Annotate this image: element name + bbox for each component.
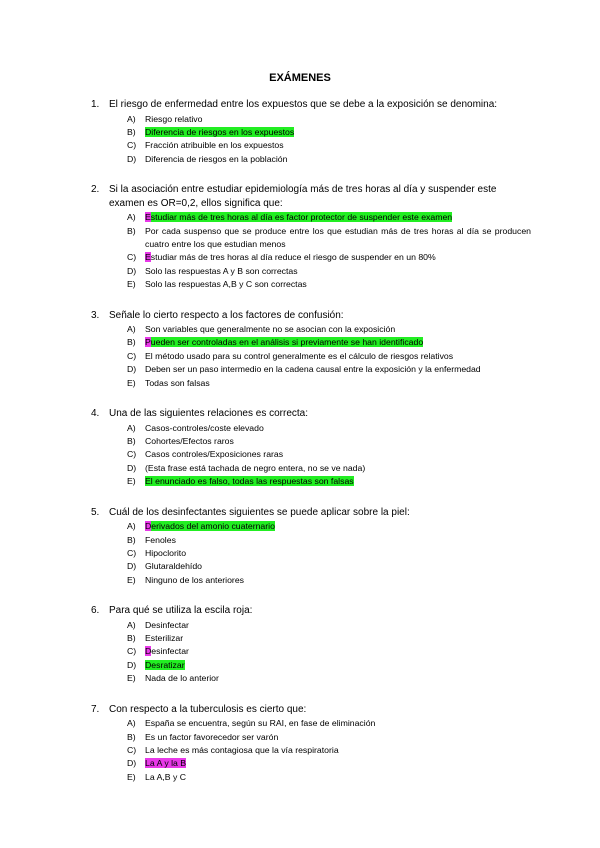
answer-text: España se encuentra, según su RAI, en fase de eliminación xyxy=(145,718,376,729)
question-number: 4. xyxy=(91,408,100,420)
option-list xyxy=(127,520,531,587)
answer-text: Fracción atribuible en los expuestos xyxy=(145,140,284,151)
answer-text: Nada de lo anterior xyxy=(145,673,219,684)
highlighted-answer xyxy=(145,212,452,222)
answer-text: La leche es más contagiosa que la vía respiratoria xyxy=(145,745,339,755)
option-text xyxy=(145,717,531,730)
option-text xyxy=(145,336,531,349)
answer-remainder: esinfectar xyxy=(151,646,189,657)
option-letter: B) xyxy=(127,337,136,348)
option-letter: B) xyxy=(127,731,136,742)
marked-first-letter: D xyxy=(145,521,152,532)
option-item xyxy=(127,731,531,744)
option-letter: E) xyxy=(127,279,136,290)
answer-text: Hipoclorito xyxy=(145,547,187,558)
option-text xyxy=(145,211,531,224)
question-text: Para qué se utiliza la escila roja: xyxy=(109,605,253,617)
option-text xyxy=(145,632,531,645)
option-item xyxy=(127,113,531,126)
question-text: Si la asociación entre estudiar epidemiología más de tres horas al día y suspender este examen es OR=0,2, ellos significa que: xyxy=(109,184,497,209)
option-item xyxy=(127,278,531,291)
highlighted-answer: La A y la B xyxy=(145,758,187,769)
option-letter: A) xyxy=(127,521,136,532)
answer-text: El método usado para su control generalmente es el cálculo de riesgos relativos xyxy=(145,350,454,361)
option-letter: D) xyxy=(127,364,137,375)
question-4 xyxy=(91,407,531,489)
answer-text: Solo las respuestas A y B son correctas xyxy=(145,265,298,276)
question-number: 7. xyxy=(91,703,100,715)
option-letter: A) xyxy=(127,324,136,335)
option-letter: C) xyxy=(127,646,137,657)
answer-text: Es un factor favorecedor ser varón xyxy=(145,731,279,742)
option-item xyxy=(127,251,531,264)
option-text xyxy=(145,520,531,533)
answer-text: Deben ser un paso intermedio en la cadena causal entre la exposición y la enfermedad xyxy=(145,364,481,375)
option-letter: A) xyxy=(127,212,136,223)
option-text xyxy=(145,251,531,264)
question-text: Una de las siguientes relaciones es correcta: xyxy=(109,408,308,420)
option-text xyxy=(145,350,531,363)
answer-text: (Esta frase está tachada de negro entera, no se ve nada) xyxy=(145,462,366,473)
option-text xyxy=(145,547,531,560)
option-text xyxy=(145,422,531,435)
highlighted-answer: Desratizar xyxy=(145,659,185,670)
option-item xyxy=(127,534,531,547)
answer-remainder: erivados del amonio cuaternario xyxy=(151,521,275,532)
answer-text: Por cada suspenso que se produce entre los que estudian más de tres horas al día se producen cuatro entre los que estudian menos xyxy=(145,225,531,249)
option-letter: D) xyxy=(127,462,137,473)
answer-text: Diferencia de riesgos en la población xyxy=(145,153,288,164)
option-text xyxy=(145,363,531,376)
option-letter: D) xyxy=(127,153,137,164)
answer-text: Todas son falsas xyxy=(145,377,210,388)
option-letter: A) xyxy=(127,422,136,433)
highlighted-answer: El enunciado es falso, todas las respuestas son falsas xyxy=(145,476,354,487)
option-item xyxy=(127,139,531,152)
question-text: Con respecto a la tuberculosis es cierto que: xyxy=(109,703,307,715)
option-letter: A) xyxy=(127,718,136,729)
question-7 xyxy=(91,703,531,785)
option-item xyxy=(127,126,531,139)
option-item xyxy=(127,153,531,166)
option-item xyxy=(127,211,531,224)
option-item xyxy=(127,757,531,770)
option-text xyxy=(145,560,531,573)
option-item xyxy=(127,225,531,252)
option-item xyxy=(127,645,531,658)
question-5 xyxy=(91,506,531,588)
option-text xyxy=(145,126,531,139)
option-text xyxy=(145,225,531,252)
option-letter: D) xyxy=(127,561,137,572)
option-item xyxy=(127,744,531,757)
answer-remainder: ueden ser controladas en el análisis si previamente se han identificado xyxy=(150,337,424,348)
option-letter: C) xyxy=(127,140,137,151)
option-text xyxy=(145,377,531,390)
answer-text: Cohortes/Efectos raros xyxy=(145,436,234,446)
option-list xyxy=(127,717,531,784)
option-letter: E) xyxy=(127,673,136,684)
option-item xyxy=(127,422,531,435)
option-list xyxy=(127,323,531,390)
option-letter: D) xyxy=(127,265,137,276)
answer-text: Casos-controles/coste elevado xyxy=(145,422,264,433)
option-letter: C) xyxy=(127,350,137,361)
option-text xyxy=(145,574,531,587)
option-letter: E) xyxy=(127,476,136,487)
option-text xyxy=(145,645,531,658)
question-stem xyxy=(91,604,531,618)
option-letter: B) xyxy=(127,633,136,644)
option-text xyxy=(145,619,531,632)
option-list xyxy=(127,619,531,686)
option-item xyxy=(127,672,531,685)
option-item xyxy=(127,448,531,461)
question-number: 2. xyxy=(91,184,100,196)
option-text xyxy=(145,113,531,126)
option-list xyxy=(127,113,531,167)
answer-text: Esterilizar xyxy=(145,633,184,644)
question-stem xyxy=(91,703,531,717)
option-letter: A) xyxy=(127,619,136,630)
option-item xyxy=(127,771,531,784)
option-text xyxy=(145,672,531,685)
question-stem xyxy=(91,183,531,210)
option-letter: E) xyxy=(127,574,136,585)
answer-text xyxy=(145,646,189,656)
marked-first-letter: P xyxy=(145,337,151,348)
option-letter: B) xyxy=(127,225,136,236)
option-item xyxy=(127,619,531,632)
option-text xyxy=(145,534,531,547)
option-text xyxy=(145,757,531,770)
question-list xyxy=(91,98,531,801)
answer-text: Fenoles xyxy=(145,534,176,545)
option-text xyxy=(145,659,531,672)
question-number: 3. xyxy=(91,309,100,321)
page-title: EXÁMENES xyxy=(269,72,331,84)
option-item xyxy=(127,520,531,533)
option-letter: C) xyxy=(127,252,137,263)
option-letter: D) xyxy=(127,758,137,769)
option-text xyxy=(145,771,531,784)
option-text xyxy=(145,462,531,475)
marked-first-letter: D xyxy=(145,646,152,657)
option-item xyxy=(127,717,531,730)
question-stem xyxy=(91,506,531,520)
option-item xyxy=(127,350,531,363)
option-letter: C) xyxy=(127,547,137,558)
question-number: 1. xyxy=(91,99,100,110)
question-stem xyxy=(91,407,531,421)
answer-text: Son variables que generalmente no se asocian con la exposición xyxy=(145,324,396,335)
marked-first-letter: E xyxy=(145,212,151,223)
answer-text xyxy=(145,252,436,262)
option-text xyxy=(145,448,531,461)
answer-remainder: studiar más de tres horas al día es factor protector de suspender este examen xyxy=(150,212,453,223)
answer-text: Desinfectar xyxy=(145,619,189,630)
option-letter: C) xyxy=(127,449,137,460)
question-1 xyxy=(91,98,531,166)
option-list xyxy=(127,211,531,291)
option-item xyxy=(127,265,531,278)
answer-text: Solo las respuestas A,B y C son correctas xyxy=(145,279,307,290)
option-text xyxy=(145,278,531,291)
option-letter: D) xyxy=(127,659,137,670)
question-stem xyxy=(91,309,531,323)
option-item xyxy=(127,475,531,488)
question-text: Señale lo cierto respecto a los factores de confusión: xyxy=(109,309,344,321)
question-3 xyxy=(91,309,531,391)
answer-text: Glutaraldehído xyxy=(145,561,202,572)
answer-text: Casos controles/Exposiciones raras xyxy=(145,449,284,460)
answer-remainder: studiar más de tres horas al día reduce el riesgo de suspender en un 80% xyxy=(150,252,436,263)
option-letter: E) xyxy=(127,377,136,388)
question-6 xyxy=(91,604,531,686)
option-text xyxy=(145,475,531,488)
option-letter: B) xyxy=(127,534,136,545)
option-letter: C) xyxy=(127,745,137,755)
option-letter: E) xyxy=(127,771,136,782)
question-stem xyxy=(91,98,531,112)
highlighted-answer xyxy=(145,521,275,531)
option-text xyxy=(145,435,531,448)
option-item xyxy=(127,659,531,672)
option-text xyxy=(145,139,531,152)
option-item xyxy=(127,462,531,475)
question-number: 6. xyxy=(91,605,100,617)
highlighted-answer: Diferencia de riesgos en los expuestos xyxy=(145,126,295,137)
answer-text: Ninguno de los anteriores xyxy=(145,574,245,585)
option-item xyxy=(127,336,531,349)
option-item xyxy=(127,574,531,587)
option-letter: B) xyxy=(127,126,136,137)
option-item xyxy=(127,377,531,390)
option-item xyxy=(127,323,531,336)
option-letter: A) xyxy=(127,113,136,124)
option-text xyxy=(145,265,531,278)
option-text xyxy=(145,153,531,166)
option-text xyxy=(145,744,531,757)
option-letter: B) xyxy=(127,436,136,446)
option-item xyxy=(127,632,531,645)
option-item xyxy=(127,547,531,560)
question-2 xyxy=(91,183,531,291)
option-item xyxy=(127,560,531,573)
option-text xyxy=(145,731,531,744)
option-item xyxy=(127,363,531,376)
highlighted-answer xyxy=(145,337,423,347)
marked-first-letter: E xyxy=(145,252,151,263)
option-text xyxy=(145,323,531,336)
option-list xyxy=(127,422,531,489)
answer-text: La A,B y C xyxy=(145,771,187,782)
question-text: El riesgo de enfermedad entre los expuestos que se debe a la exposición se denomina: xyxy=(109,99,498,110)
option-item xyxy=(127,435,531,448)
question-text: Cuál de los desinfectantes siguientes se puede aplicar sobre la piel: xyxy=(109,506,410,518)
answer-text: Riesgo relativo xyxy=(145,113,203,124)
question-number: 5. xyxy=(91,506,100,518)
